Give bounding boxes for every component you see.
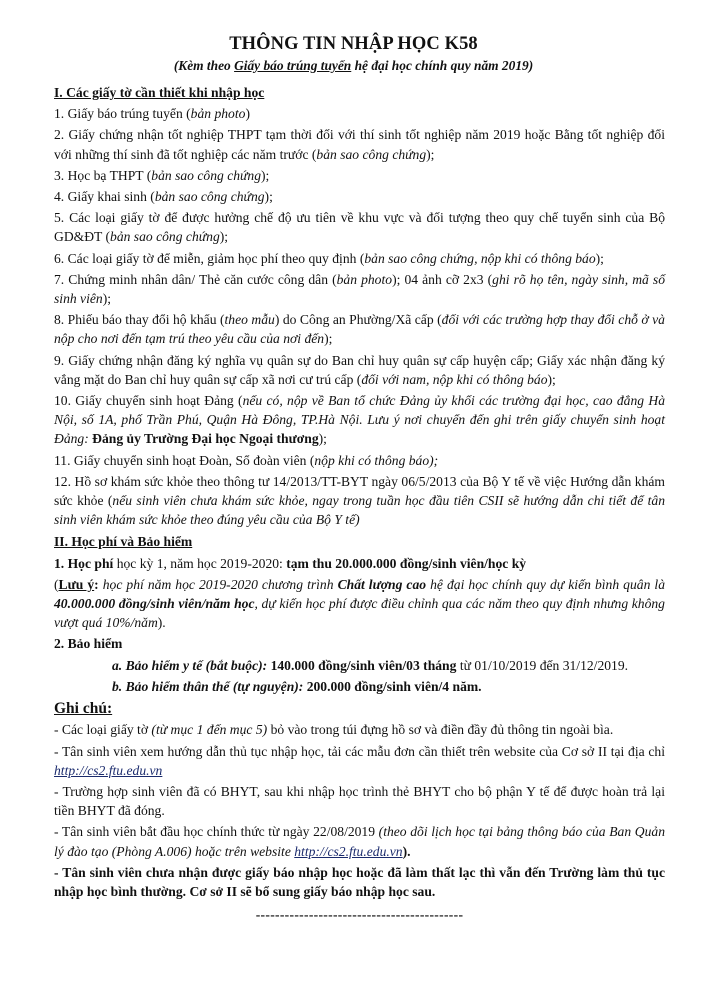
note-colon: :	[94, 576, 103, 592]
note-open: (	[54, 576, 59, 592]
section-1-heading: I. Các giấy tờ cần thiết khi nhập học	[54, 85, 265, 100]
requirement-item-2	[54, 125, 665, 163]
note-text-3: , dự kiến học phí được điều chỉnh qua các năm theo quy định nhưng không vượt quá 10%/năm	[54, 596, 665, 631]
item-text: 4. Giấy khai sinh (	[54, 189, 155, 205]
insurance-b-amount: 200.000 đồng/sinh viên/4 năm.	[303, 678, 482, 694]
insurance-body	[54, 677, 665, 696]
item-end: );	[318, 431, 327, 447]
item-note-2: ghi rõ họ tên, ngày sinh, mã số sinh viên	[54, 271, 665, 307]
requirement-item-12	[54, 472, 665, 530]
note-label: Lưu ý	[58, 576, 95, 592]
note-text: - Tân sinh viên xem hướng dẫn thủ tục nhập học, tải các mẫu đơn cần thiết trên website của Cơ sở II tại địa chỉ	[54, 743, 665, 759]
fee-amount: tạm thu 20.000.000 đồng/sinh viên/học kỳ	[286, 555, 527, 571]
insurance-a-text: từ 01/10/2019 đến 31/12/2019.	[456, 657, 629, 673]
item-end: )	[245, 106, 250, 122]
item-end: );	[261, 167, 270, 183]
item-text: 7. Chứng minh nhân dân/ Thẻ căn cước công dân (	[54, 271, 337, 287]
requirement-item-11	[54, 451, 665, 470]
item-note: bản photo	[190, 106, 246, 122]
note-text: - Các loại giấy tờ	[54, 722, 152, 738]
item-end: );	[219, 229, 229, 245]
requirement-item-4	[54, 187, 665, 206]
subtitle-suffix: hệ đại học chính quy năm 2019)	[351, 58, 534, 73]
item-note: bản sao công chứng, nộp khi có thông báo	[364, 250, 596, 266]
note-text-2: hệ đại học chính quy dự kiến bình quân là	[426, 576, 665, 592]
item-text: 6. Các loại giấy tờ để miễn, giảm học phí theo quy định (	[54, 250, 365, 266]
item-note: theo mẫu	[224, 312, 275, 328]
insurance-a-amount: 140.000 đồng/sinh viên/03 tháng	[267, 657, 457, 673]
subtitle-underlined: Giấy báo trúng tuyển	[234, 58, 352, 73]
item-note: nộp khi có thông báo);	[314, 452, 439, 468]
note-3: - Trường hợp sinh viên đã có BHYT, sau khi nhập học trình thẻ BHYT cho bộ phận Y tế để được hoàn trả lại tiền BHYT đã đóng.	[54, 783, 665, 819]
fee-label: 1. Học phí	[54, 555, 114, 571]
note-end: ).	[157, 615, 166, 631]
subtitle-prefix: (Kèm theo	[173, 58, 235, 73]
item-text: 12. Hồ sơ khám sức khỏe theo thông tư 14/2013/TT-BYT ngày 06/5/2013 của Bộ Y tế về việc Hướng dẫn khám sức khỏe (	[54, 473, 665, 509]
note-bold-1: Chất lượng cao	[337, 576, 427, 592]
fee-text: học kỳ 1, năm học 2019-2020:	[113, 555, 287, 571]
item-note: nếu có, nộp về Ban tổ chức Đảng ủy khối các trường đại học, cao đẳng Hà Nội, số 1A, phố Trần Phú, Quận Hà Đông, TP.Hà Nội. Lưu ý nơi chuyển đến ghi trên giấy chuyển sinh hoạt Đảng:	[54, 393, 665, 447]
page-title: THÔNG TIN NHẬP HỌC K58	[229, 34, 478, 54]
website-link[interactable]: http://cs2.ftu.edu.vn	[294, 843, 403, 859]
insurance-heading: 2. Bảo hiểm	[54, 636, 123, 652]
insurance-b-label: b. Bảo hiểm thân thể (tự nguyện):	[112, 678, 304, 694]
website-link[interactable]: http://cs2.ftu.edu.vn	[54, 762, 163, 778]
item-note: bản sao công chứng	[110, 229, 220, 245]
note-end: ).	[402, 843, 411, 859]
item-note: đối với nam, nộp khi có thông báo	[361, 371, 548, 387]
note-1	[54, 720, 665, 739]
note-5: - Tân sinh viên chưa nhận được giấy báo nhập học hoặc đã làm thất lạc thì vẫn đến Trường làm thủ tục nhập học bình thường. Cơ sở II sẽ bổ sung giấy báo nhập học sau.	[54, 864, 665, 899]
item-note: bản sao công chứng	[316, 146, 427, 162]
insurance-a-label: a. Bảo hiểm y tế (bắt buộc):	[112, 657, 268, 673]
requirement-item-6	[54, 249, 665, 268]
document-body	[54, 83, 665, 924]
item-end: );	[324, 331, 333, 347]
item-text: 9. Giấy chứng nhận đăng ký nghĩa vụ quân sự do Ban chỉ huy quân sự cấp huyện cấp; Giấy xác nhận đăng ký vắng mặt do Ban chỉ huy quân sự cấp xã nơi cư trú cấp (	[54, 352, 665, 387]
requirement-item-7	[54, 270, 665, 308]
note-bold-2: 40.000.000 đồng/sinh viên/năm học	[54, 596, 255, 612]
item-text: 10. Giấy chuyển sinh hoạt Đảng (	[54, 393, 243, 409]
item-note-2: đối với các trường hợp thay đổi chỗ ở và nộp cho nơi đến tạm trú theo yêu cầu của nơi đến	[54, 312, 665, 347]
requirement-item-5	[54, 208, 665, 246]
notes-heading: Ghi chú:	[54, 700, 113, 718]
item-note: bản photo	[336, 271, 393, 287]
item-text: 5. Các loại giấy tờ để được hưởng chế độ ưu tiên về khu vực và đối tượng theo quy chế tuyển sinh của Bộ GD&ĐT (	[54, 210, 665, 245]
item-text: 8. Phiếu báo thay đổi hộ khẩu (	[54, 312, 225, 328]
item-end: )	[355, 512, 360, 528]
requirement-item-9	[54, 351, 665, 389]
note-4	[54, 822, 665, 860]
item-mid: ) do Công an Phường/Xã cấp (	[274, 312, 442, 328]
requirement-item-8	[54, 310, 665, 348]
requirement-item-10	[54, 391, 665, 449]
note-2	[54, 742, 665, 780]
item-mid: ); 04 ảnh cỡ 2x3 (	[392, 271, 493, 287]
note-end: bỏ vào trong túi đựng hồ sơ và điền đầy đủ thông tin ngoài bìa.	[267, 722, 614, 738]
note-text: - Tân sinh viên bắt đầu học chính thức từ ngày 22/08/2019	[54, 824, 379, 840]
note-text-1: học phí năm học 2019-2020 chương trình	[102, 576, 338, 592]
item-end: );	[595, 250, 604, 266]
insurance-health	[54, 656, 665, 675]
note-italic: (từ mục 1 đến mục 5)	[151, 722, 268, 738]
item-end: );	[102, 291, 112, 307]
item-text: 11. Giấy chuyển sinh hoạt Đoàn, Sổ đoàn viên (	[54, 452, 315, 468]
section-2-heading: II. Học phí và Bảo hiểm	[54, 534, 193, 550]
item-note: bản sao công chứng	[154, 189, 265, 205]
item-end: );	[426, 146, 435, 162]
divider: -------------------------------------------	[255, 907, 464, 923]
item-note: nếu sinh viên chưa khám sức khỏe, ngay trong tuần học đầu tiên CSII sẽ hướng dẫn chi tiết để tân sinh viên khám sức khỏe theo đúng yêu cầu của Bộ Y tế	[54, 493, 665, 528]
requirement-item-3	[54, 166, 665, 185]
requirement-item-1	[54, 104, 665, 123]
item-note: bản sao công chứng	[151, 167, 262, 183]
item-text: 2. Giấy chứng nhận tốt nghiệp THPT tạm thời đối với thí sinh tốt nghiệp năm 2019 hoặc Bằng tốt nghiệp đối với những thí sinh đã tốt nghiệp các năm trước (	[54, 127, 665, 162]
tuition-fee	[54, 554, 665, 573]
item-text: 1. Giấy báo trúng tuyển (	[54, 106, 191, 122]
page-subtitle	[0, 58, 707, 74]
item-text: 3. Học bạ THPT (	[54, 167, 152, 183]
tuition-note	[54, 575, 665, 633]
item-end: );	[264, 189, 273, 205]
note-italic: (theo dõi lịch học tại bảng thông báo của Ban Quản lý đào tạo (Phòng A.006) hoặc trên website	[54, 824, 665, 859]
item-end: );	[547, 371, 556, 387]
item-bold: Đảng ủy Trường Đại học Ngoại thương	[88, 431, 319, 447]
